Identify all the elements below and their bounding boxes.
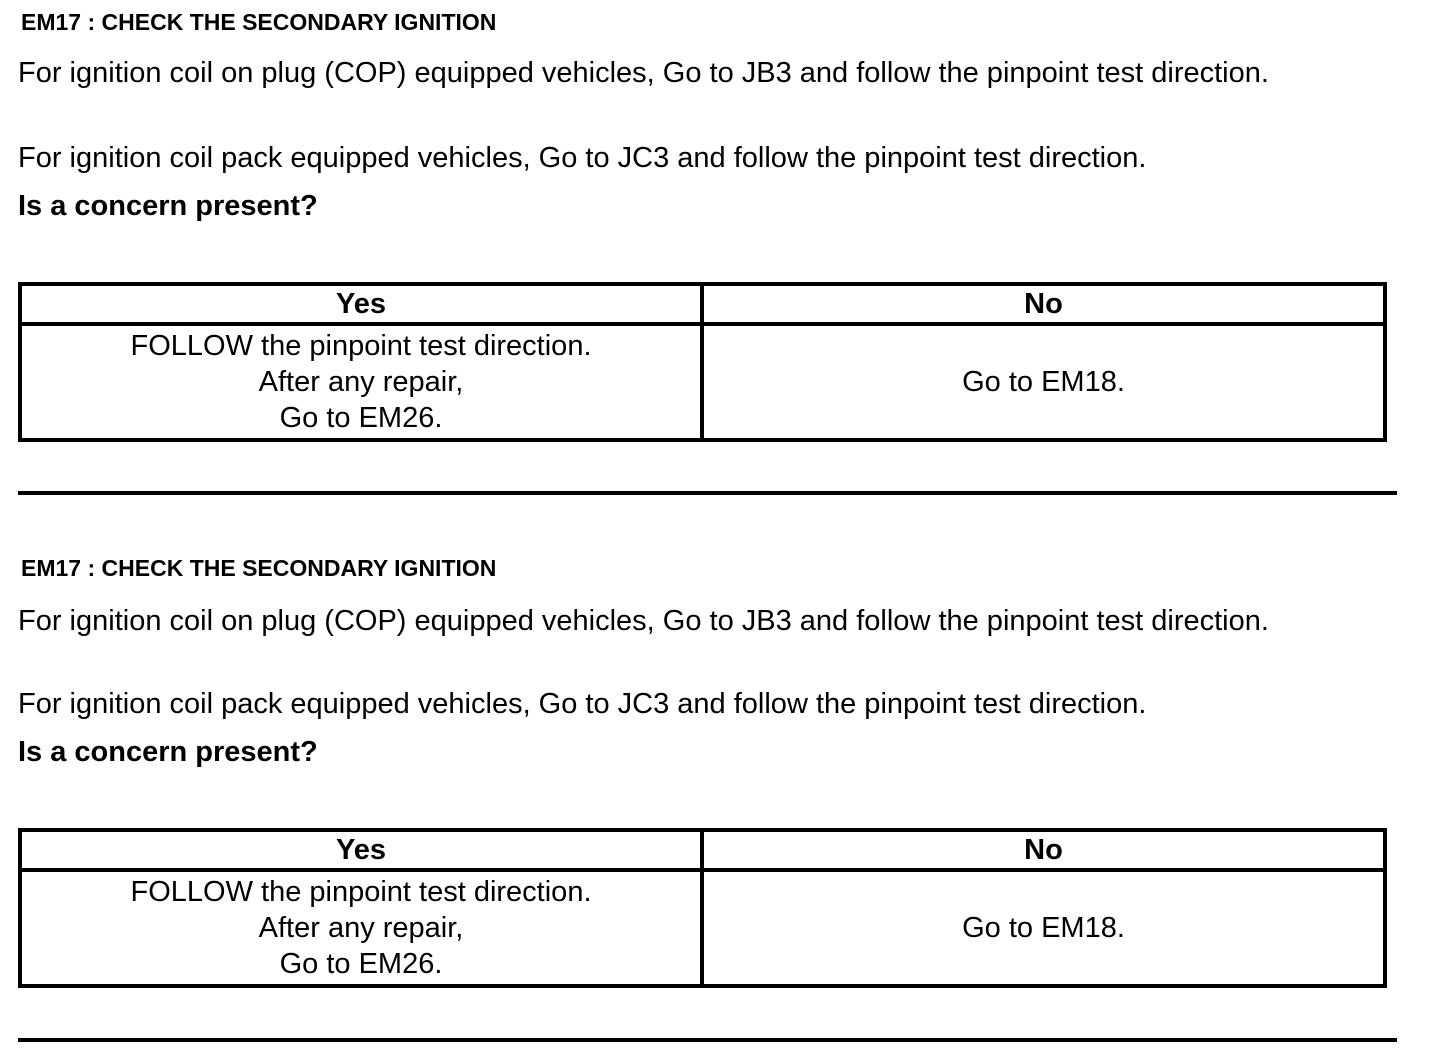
table-header-row	[20, 284, 1385, 324]
result-table	[18, 828, 1387, 988]
yes-action-cell	[20, 870, 702, 986]
table-header-row	[20, 830, 1385, 870]
instruction-coil-pack: For ignition coil pack equipped vehicles, Go to JC3 and follow the pinpoint test direction.	[18, 142, 1147, 174]
step-question: Is a concern present?	[18, 190, 318, 222]
section-divider	[18, 1038, 1397, 1042]
yes-action-line: FOLLOW the pinpoint test direction.	[130, 330, 592, 362]
instruction-cop: For ignition coil on plug (COP) equipped vehicles, Go to JB3 and follow the pinpoint test direction.	[18, 57, 1269, 89]
result-table	[18, 282, 1387, 442]
instruction-cop: For ignition coil on plug (COP) equipped vehicles, Go to JB3 and follow the pinpoint test direction.	[18, 605, 1269, 637]
step-title: EM17 : CHECK THE SECONDARY IGNITION	[21, 9, 497, 35]
step-title: EM17 : CHECK THE SECONDARY IGNITION	[21, 555, 497, 581]
yes-action-line: Go to EM26.	[279, 402, 443, 434]
step-question: Is a concern present?	[18, 736, 318, 768]
no-header: No	[702, 830, 1385, 870]
section-divider	[18, 491, 1397, 495]
table-row	[20, 870, 1385, 986]
yes-action-line: FOLLOW the pinpoint test direction.	[130, 876, 592, 908]
yes-action-cell	[20, 324, 702, 440]
instruction-coil-pack: For ignition coil pack equipped vehicles, Go to JC3 and follow the pinpoint test direction.	[18, 688, 1147, 720]
no-action-cell: Go to EM18.	[702, 870, 1385, 986]
yes-header: Yes	[20, 830, 702, 870]
no-action-cell: Go to EM18.	[702, 324, 1385, 440]
yes-header: Yes	[20, 284, 702, 324]
table-row	[20, 324, 1385, 440]
yes-action-line: After any repair,	[258, 366, 464, 398]
no-header: No	[702, 284, 1385, 324]
yes-action-line: After any repair,	[258, 912, 464, 944]
yes-action-line: Go to EM26.	[279, 948, 443, 980]
